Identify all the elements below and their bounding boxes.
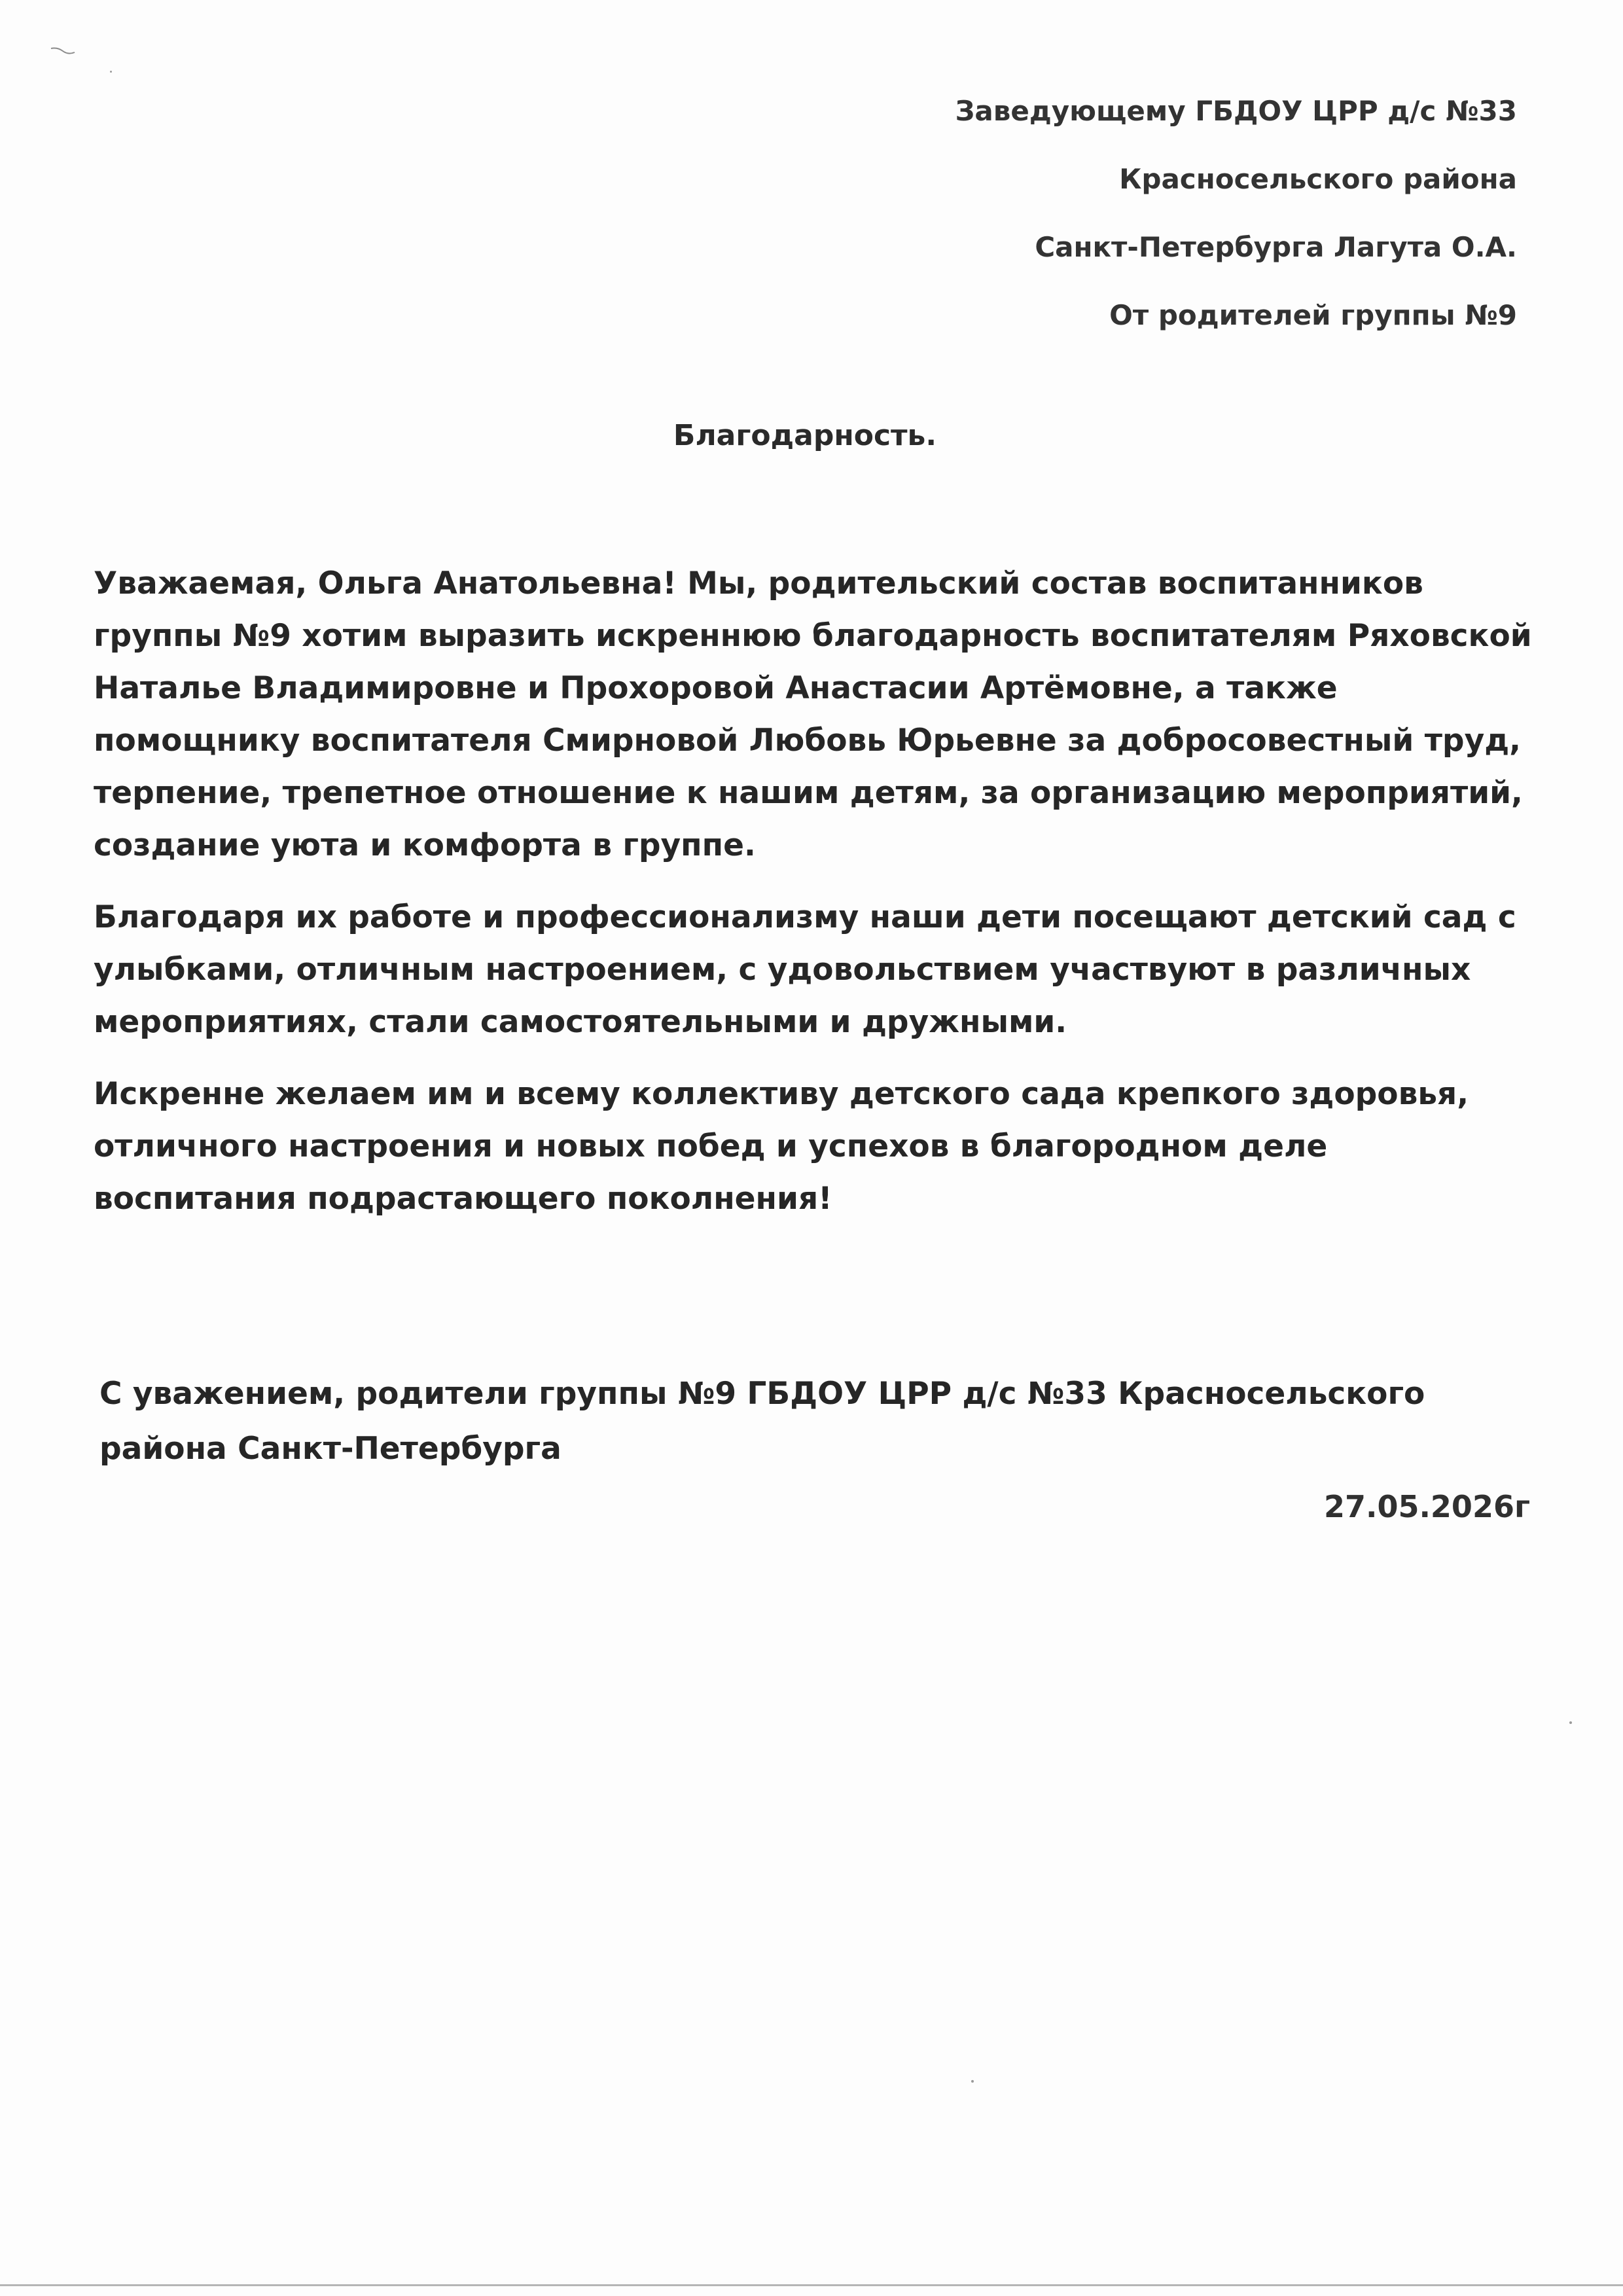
addressee-line-from: От родителей группы №9 xyxy=(1109,299,1517,331)
addressee-line-district: Красносельского района xyxy=(1119,163,1517,195)
document-title: Благодарность. xyxy=(673,419,937,452)
addressee-line-recipient: Заведующему ГБДОУ ЦРР д/с №33 xyxy=(955,95,1517,127)
scan-speck xyxy=(110,71,112,73)
scan-speck xyxy=(971,2080,974,2083)
addressee-line-city: Санкт-Петербурга Лагута О.А. xyxy=(1035,231,1517,263)
letter-body xyxy=(94,558,1533,1245)
paragraph-2: Благодаря их работе и профессионализму наши дети посещают детский сад с улыбками, отличным настроением, с удовольствием участвуют в различных мероприятиях, стали самостоятельными и дружными. xyxy=(94,899,1516,1040)
letter-date: 27.05.2026г xyxy=(1323,1489,1530,1524)
paragraph-1: Уважаемая, Ольга Анатольевна! Мы, родительский состав воспитанников группы №9 хотим выразить искреннюю благодарность воспитателям Ряховской Наталье Владимировне и Прохоровой Анастасии Артёмовне, а также помощнику воспитателя Смирновой Любовь Юрьевне за добросовестный труд, терпение, трепетное отношение к нашим детям, за организацию мероприятий, создание уюта и комфорта в группе. xyxy=(94,565,1532,863)
signature-text: С уважением, родители группы №9 ГБДОУ ЦРР д/с №33 Красносельского района Санкт-Петербурга xyxy=(99,1376,1425,1467)
scan-bottom-edge xyxy=(0,2284,1623,2286)
scan-smudge xyxy=(50,46,76,55)
scan-speck xyxy=(1569,1721,1572,1724)
paragraph-3: Искренне желаем им и всему коллективу детского сада крепкого здоровья, отличного настроения и новых побед и успехов в благородном деле воспитания подрастающего поколнения! xyxy=(94,1076,1469,1217)
addressee-block xyxy=(955,77,1517,350)
